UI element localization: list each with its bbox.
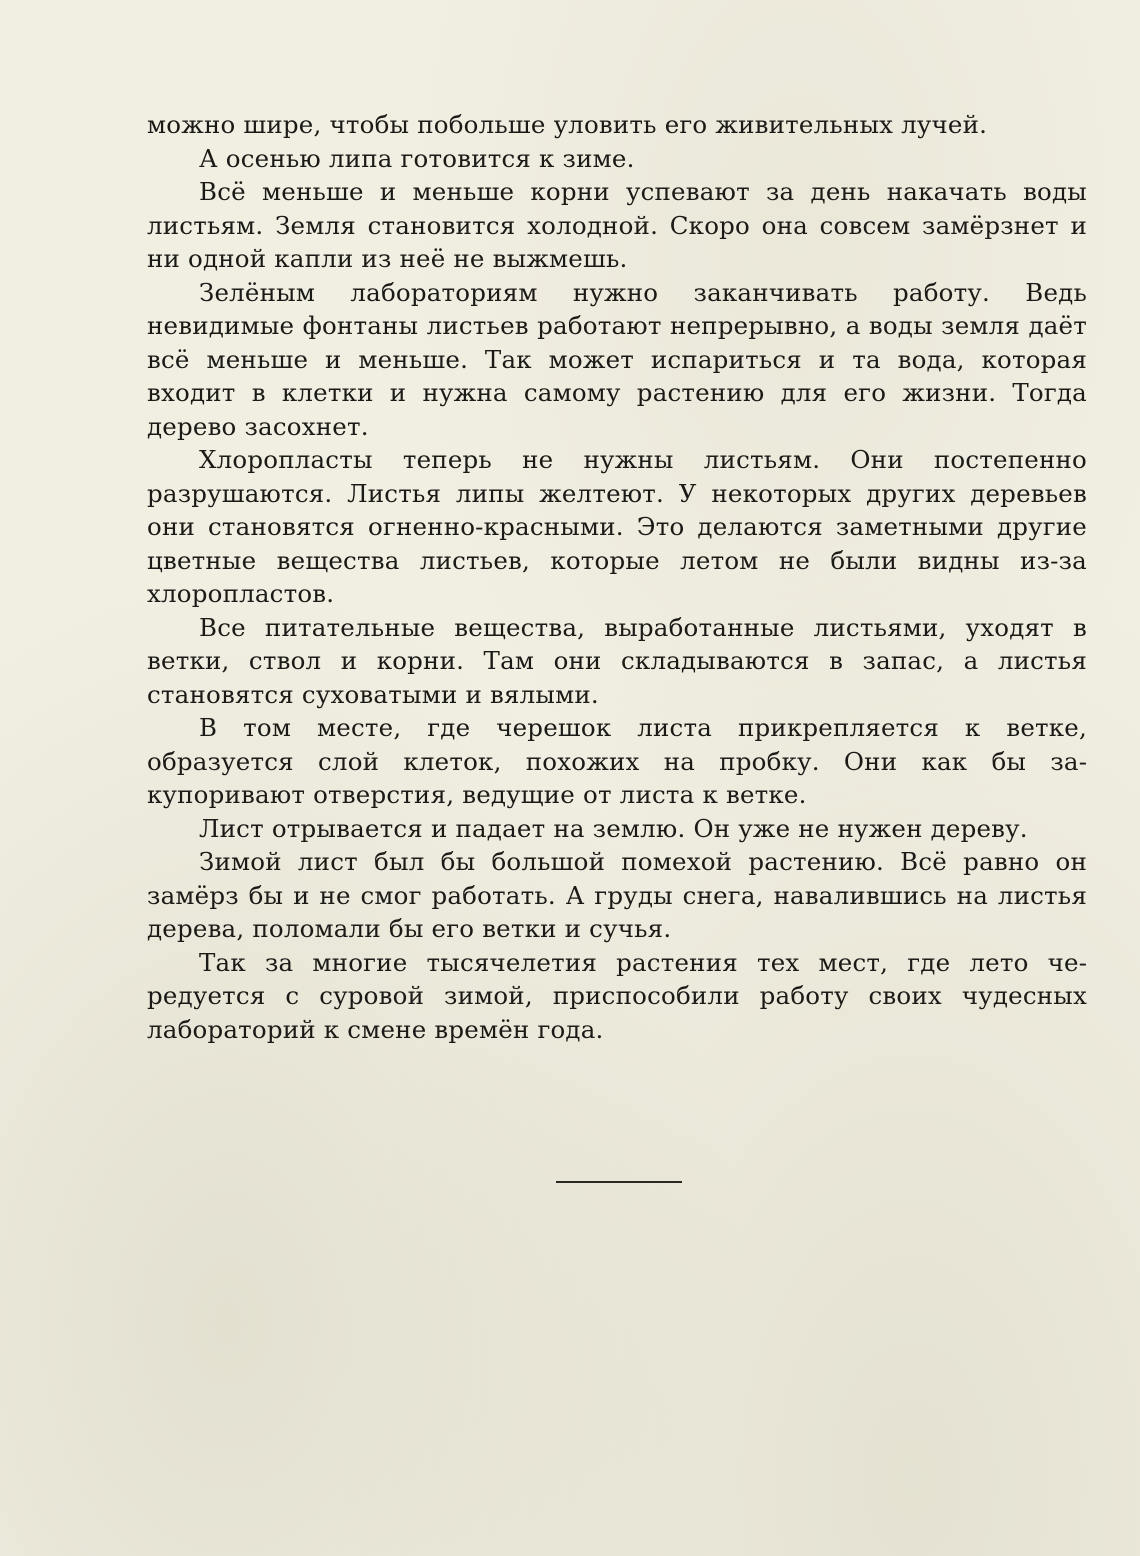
body-text [147,108,1087,1046]
paragraph-8: Лист отрывается и падает на землю. Он уже не нужен дереву. [199,813,1028,843]
paragraph-6: Все питательные вещества, выработанные листьями, уходят в ветки, ствол и корни. Там они складываются в запас, а листья становятся суховатыми и вялыми. [147,612,1087,709]
paragraph-4: Зелёным лабораториям нужно заканчивать работу. Ведь невидимые фонтаны листьев работают непрерывно, а воды земля даёт всё меньше и меньше. Так может испариться и та вода, которая входит в клетки и нужна самому растению для его жизни. Тогда дерево засохнет. [147,277,1087,441]
paragraph-3: Всё меньше и меньше корни успевают за день накачать воды листьям. Земля становится холодной. Скоро она совсем замёрзнет и ни одной капли из неё не выжмешь. [147,177,1087,273]
section-end-divider [556,1181,682,1183]
paragraph-7: В том месте, где черешок листа прикрепляется к ветке, образуется слой клеток, похожих на пробку. Они как бы закупоривают отверстия, ведущие от листа к ветке. [147,713,1087,809]
paragraph-5: Хлоропласты теперь не нужны листьям. Они постепенно разрушаются. Листья липы желтеют. У некоторых других деревьев они становятся огненно-красными. Это делаются заметными другие цветные вещества листьев, которые летом не были видны из-за хлоропластов. [147,445,1087,608]
paragraph-9: Зимой лист был бы большой помехой растению. Всё равно он замёрз бы и не смог работать. А груды снега, навалившись на листья дерева, поломали бы его ветки и сучья. [147,847,1087,943]
paragraph-2: А осенью липа готовится к зиме. [199,143,635,173]
paragraph-1: можно шире, чтобы побольше уловить его живительных лучей. [147,110,988,139]
paragraph-10: Так за многие тысячелетия растения тех мест, где лето чередуется с суровой зимой, приспособили работу своих чудесных лабораторий к смене времён года. [147,947,1087,1044]
